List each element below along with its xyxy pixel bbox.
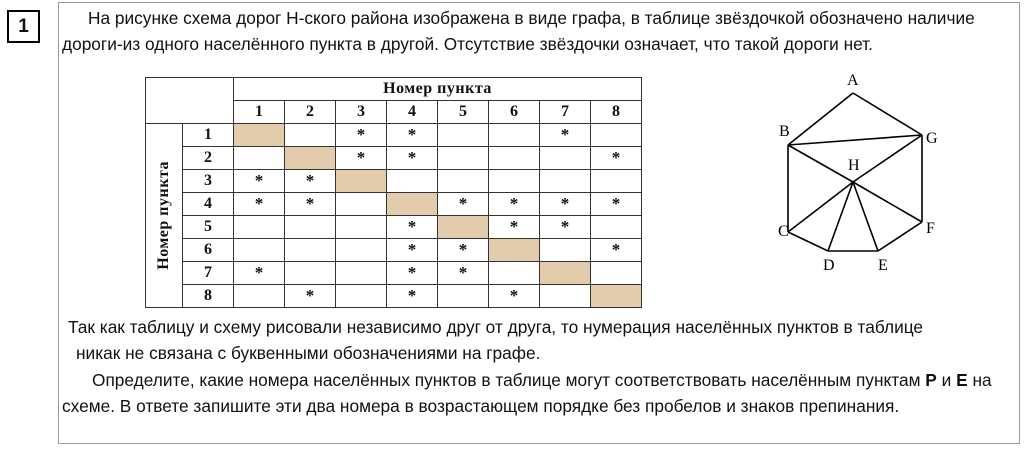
table-corner — [146, 78, 234, 124]
cell-3-3 — [336, 170, 387, 193]
column-label-2: 2 — [285, 101, 336, 124]
intro-paragraph: На рисунке схема дорог Н-ского района изображена в виде графа, в таблице звёздочкой обозначено наличие дороги-из одного населённого пункта в другой. Отсутствие звёздочки означает, что такой дороги нет. — [62, 8, 975, 54]
question-text-b: на схеме. В ответе запишите эти два номера в возрастающем порядке без пробелов и знаков препинания. — [62, 370, 992, 416]
question-and: и — [941, 370, 952, 390]
cell-4-4 — [387, 193, 438, 216]
cell-4-2: * — [285, 193, 336, 216]
question-paragraph — [62, 367, 1017, 419]
table-row — [146, 285, 642, 308]
cell-3-1: * — [234, 170, 285, 193]
cell-6-2 — [285, 239, 336, 262]
cell-7-4: * — [387, 262, 438, 285]
edge-B-H — [788, 145, 853, 182]
row-header-text: Номер пункта — [155, 161, 172, 270]
cell-1-1 — [234, 124, 285, 147]
cell-4-3 — [336, 193, 387, 216]
cell-8-5 — [438, 285, 489, 308]
road-table — [145, 77, 642, 308]
node-label-c: C — [778, 223, 789, 240]
node-label-e: E — [878, 257, 888, 274]
row-label-6: 6 — [183, 239, 234, 262]
cell-4-6: * — [489, 193, 540, 216]
cell-8-8 — [591, 285, 642, 308]
table-header-row — [146, 78, 642, 101]
cell-2-6 — [489, 147, 540, 170]
cell-8-2: * — [285, 285, 336, 308]
cell-1-2 — [285, 124, 336, 147]
cell-1-6 — [489, 124, 540, 147]
cell-2-8: * — [591, 147, 642, 170]
cell-5-7: * — [540, 216, 591, 239]
edge-F-H — [853, 182, 922, 222]
cell-7-1: * — [234, 262, 285, 285]
cell-5-8 — [591, 216, 642, 239]
node-e-label: Е — [956, 370, 968, 390]
cell-6-8: * — [591, 239, 642, 262]
note-line-2: никак не связана с буквенными обозначениями на графе. — [76, 343, 541, 363]
row-label-4: 4 — [183, 193, 234, 216]
cell-8-3 — [336, 285, 387, 308]
column-header: Номер пункта — [234, 78, 642, 101]
edge-E-F — [878, 222, 922, 251]
cell-6-3 — [336, 239, 387, 262]
column-label-6: 6 — [489, 101, 540, 124]
cell-8-4: * — [387, 285, 438, 308]
row-label-1: 1 — [183, 124, 234, 147]
table-row — [146, 239, 642, 262]
cell-3-6 — [489, 170, 540, 193]
cell-5-1 — [234, 216, 285, 239]
cell-3-4 — [387, 170, 438, 193]
node-label-h: H — [848, 157, 860, 174]
row-label-5: 5 — [183, 216, 234, 239]
row-header — [146, 124, 183, 308]
question-text-a: Определите, какие номера населённых пунктов в таблице могут соответствовать населённым пунктам — [92, 370, 921, 390]
column-label-4: 4 — [387, 101, 438, 124]
table-row — [146, 193, 642, 216]
node-label-f: F — [926, 220, 935, 237]
table-row — [146, 124, 642, 147]
edge-A-B — [788, 93, 853, 145]
cell-5-4: * — [387, 216, 438, 239]
edge-C-D — [788, 232, 828, 251]
table-row — [146, 147, 642, 170]
cell-6-5: * — [438, 239, 489, 262]
cell-5-3 — [336, 216, 387, 239]
row-label-7: 7 — [183, 262, 234, 285]
cell-6-6 — [489, 239, 540, 262]
edge-E-H — [853, 182, 878, 251]
cell-4-8: * — [591, 193, 642, 216]
cell-4-7: * — [540, 193, 591, 216]
edge-G-H — [853, 135, 922, 182]
cell-2-7 — [540, 147, 591, 170]
column-label-7: 7 — [540, 101, 591, 124]
cell-3-7 — [540, 170, 591, 193]
row-label-3: 3 — [183, 170, 234, 193]
cell-8-6: * — [489, 285, 540, 308]
cell-4-1: * — [234, 193, 285, 216]
table-row — [146, 170, 642, 193]
cell-7-6 — [489, 262, 540, 285]
cell-7-2 — [285, 262, 336, 285]
note-paragraph — [68, 314, 1018, 366]
row-label-2: 2 — [183, 147, 234, 170]
cell-2-3: * — [336, 147, 387, 170]
node-label-b: B — [779, 123, 790, 140]
cell-8-1 — [234, 285, 285, 308]
node-p-label: Р — [925, 370, 937, 390]
cell-1-3: * — [336, 124, 387, 147]
note-line-1: Так как таблицу и схему рисовали независимо друг от друга, то нумерация населённых пунктов в таблице — [68, 317, 924, 337]
cell-7-3 — [336, 262, 387, 285]
cell-8-7 — [540, 285, 591, 308]
node-label-g: G — [926, 130, 938, 147]
edge-A-G — [853, 93, 922, 135]
task-number: 1 — [18, 15, 29, 37]
cell-5-2 — [285, 216, 336, 239]
cell-3-2: * — [285, 170, 336, 193]
cell-2-1 — [234, 147, 285, 170]
cell-6-4: * — [387, 239, 438, 262]
cell-1-4: * — [387, 124, 438, 147]
edge-B-G — [788, 135, 922, 145]
node-label-d: D — [823, 257, 835, 274]
cell-5-5 — [438, 216, 489, 239]
cell-2-4: * — [387, 147, 438, 170]
task-number-box — [7, 10, 40, 43]
table-row — [146, 216, 642, 239]
cell-7-7 — [540, 262, 591, 285]
table-row — [146, 262, 642, 285]
row-label-8: 8 — [183, 285, 234, 308]
column-label-1: 1 — [234, 101, 285, 124]
cell-3-8 — [591, 170, 642, 193]
column-label-5: 5 — [438, 101, 489, 124]
cell-3-5 — [438, 170, 489, 193]
cell-7-5: * — [438, 262, 489, 285]
cell-5-6: * — [489, 216, 540, 239]
node-label-a: A — [847, 72, 859, 89]
column-label-8: 8 — [591, 101, 642, 124]
cell-1-5 — [438, 124, 489, 147]
cell-4-5: * — [438, 193, 489, 216]
cell-7-8 — [591, 262, 642, 285]
cell-2-2 — [285, 147, 336, 170]
cell-1-8 — [591, 124, 642, 147]
column-label-3: 3 — [336, 101, 387, 124]
cell-2-5 — [438, 147, 489, 170]
cell-6-7 — [540, 239, 591, 262]
cell-1-7: * — [540, 124, 591, 147]
road-graph — [770, 66, 950, 276]
cell-6-1 — [234, 239, 285, 262]
